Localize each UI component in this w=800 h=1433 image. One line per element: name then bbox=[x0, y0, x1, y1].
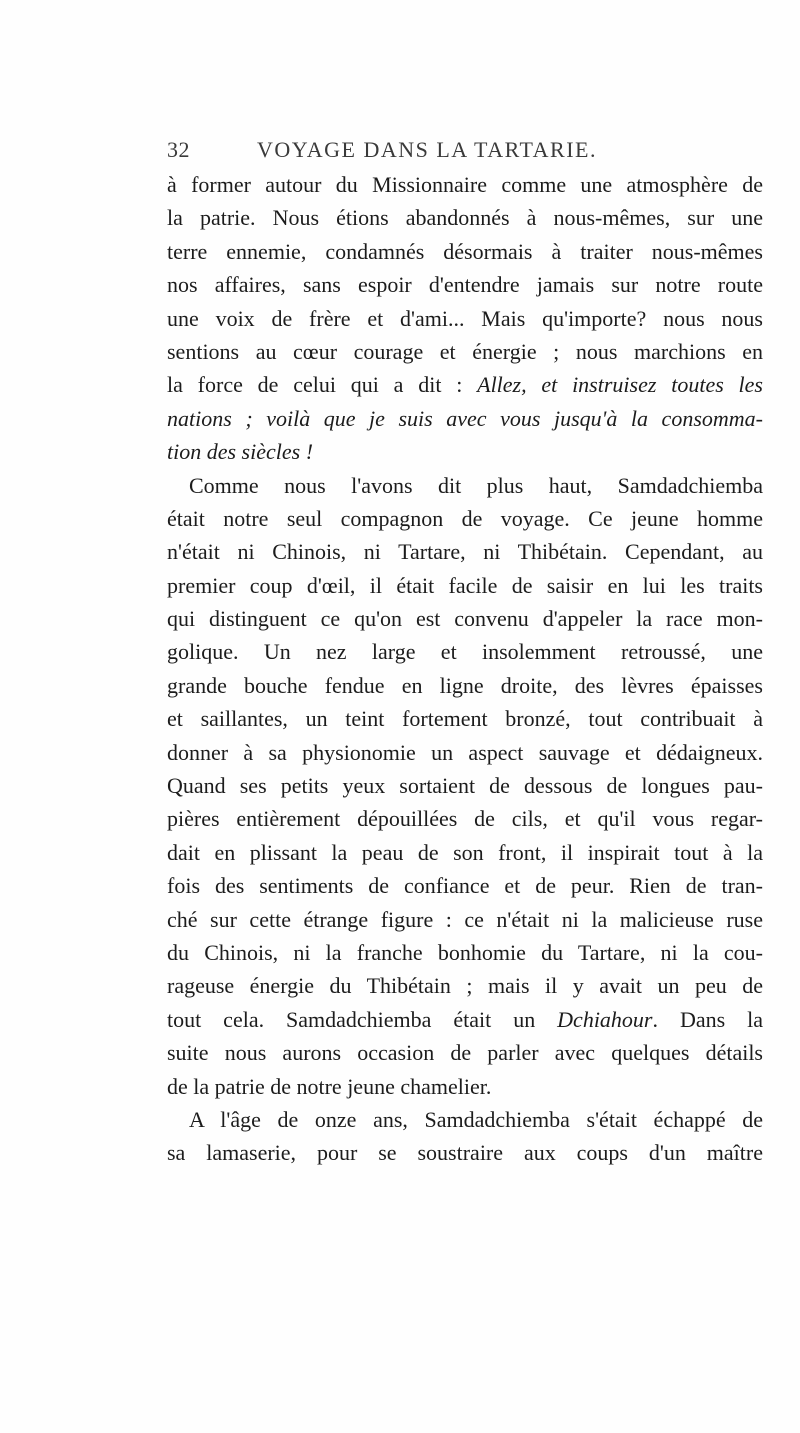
text-line bbox=[167, 1036, 763, 1069]
text-segment: la patrie. Nous étions abandonnés à nous-mêmes, sur une bbox=[167, 205, 763, 231]
text-segment: tout cela. Samdadchiemba était un bbox=[167, 1006, 558, 1032]
text-line bbox=[167, 869, 763, 902]
text-segment: rageuse énergie du Thibétain ; mais il y avait un peu de bbox=[167, 973, 763, 999]
text-line bbox=[167, 168, 763, 201]
text-segment: grande bouche fendue en ligne droite, des lèvres épaisses bbox=[167, 672, 763, 698]
text-line bbox=[167, 836, 763, 869]
text-line bbox=[167, 469, 763, 502]
text-line bbox=[167, 936, 763, 969]
body-text bbox=[167, 168, 763, 1170]
text-segment: suite nous aurons occasion de parler avec quelques détails bbox=[167, 1040, 763, 1066]
text-line bbox=[167, 502, 763, 535]
running-title: VOYAGE DANS LA TARTARIE. bbox=[257, 137, 597, 162]
text-segment: à former autour du Missionnaire comme une atmosphère de bbox=[167, 172, 763, 197]
text-line bbox=[167, 535, 763, 568]
text-line bbox=[167, 702, 763, 735]
text-line bbox=[167, 602, 763, 635]
running-head bbox=[167, 137, 763, 167]
text-line bbox=[167, 1003, 763, 1036]
italic-text: Dchiahour bbox=[557, 1006, 653, 1032]
text-line bbox=[167, 1103, 763, 1136]
text-line bbox=[167, 635, 763, 668]
text-segment: ché sur cette étrange figure : ce n'était ni la malicieuse ruse bbox=[167, 906, 763, 932]
text-segment: sentions au cœur courage et énergie ; nous marchions en bbox=[167, 338, 763, 364]
text-segment: était notre seul compagnon de voyage. Ce jeune homme bbox=[167, 505, 763, 531]
text-segment: sa lamaserie, pour se soustraire aux coups d'un maître bbox=[167, 1140, 763, 1166]
text-line bbox=[167, 435, 763, 468]
text-line bbox=[167, 1136, 763, 1169]
text-segment: terre ennemie, condamnés désormais à traiter nous-mêmes bbox=[167, 238, 763, 264]
italic-text: Allez, et instruisez toutes les bbox=[477, 372, 763, 398]
text-line bbox=[167, 268, 763, 301]
text-segment: de la patrie de notre jeune chamelier. bbox=[167, 1073, 492, 1099]
text-segment: fois des sentiments de confiance et de peur. Rien de tran- bbox=[167, 873, 763, 899]
text-line bbox=[167, 802, 763, 835]
text-line bbox=[167, 736, 763, 769]
italic-text: nations ; voilà que je suis avec vous jusqu'à la consomma- bbox=[167, 405, 763, 431]
text-segment: dait en plissant la peau de son front, il inspirait tout à la bbox=[167, 839, 763, 865]
text-segment: Quand ses petits yeux sortaient de dessous de longues pau- bbox=[167, 773, 763, 799]
text-segment: nos affaires, sans espoir d'entendre jamais sur notre route bbox=[167, 272, 763, 298]
text-segment: A l'âge de onze ans, Samdadchiemba s'était échappé de bbox=[189, 1106, 763, 1132]
text-segment: golique. Un nez large et insolemment retroussé, une bbox=[167, 639, 763, 665]
text-line bbox=[167, 969, 763, 1002]
text-line bbox=[167, 1070, 763, 1103]
text-segment: pières entièrement dépouillées de cils, et qu'il vous regar- bbox=[167, 806, 763, 832]
text-line bbox=[167, 569, 763, 602]
text-segment: premier coup d'œil, il était facile de saisir en lui les traits bbox=[167, 572, 763, 598]
text-line bbox=[167, 903, 763, 936]
text-segment: qui distinguent ce qu'on est convenu d'appeler la race mon- bbox=[167, 606, 763, 632]
text-segment: du Chinois, ni la franche bonhomie du Tartare, ni la cou- bbox=[167, 939, 763, 965]
text-segment: n'était ni Chinois, ni Tartare, ni Thibétain. Cependant, au bbox=[167, 539, 763, 565]
text-line bbox=[167, 368, 763, 401]
text-line bbox=[167, 302, 763, 335]
text-segment: donner à sa physionomie un aspect sauvage et dédaigneux. bbox=[167, 739, 763, 765]
text-segment: la force de celui qui a dit : bbox=[167, 372, 478, 398]
text-line bbox=[167, 335, 763, 368]
text-line bbox=[167, 769, 763, 802]
text-segment: Comme nous l'avons dit plus haut, Samdadchiemba bbox=[189, 472, 763, 498]
text-line bbox=[167, 402, 763, 435]
text-segment: . Dans la bbox=[652, 1006, 763, 1032]
text-line bbox=[167, 669, 763, 702]
italic-text: tion des siècles ! bbox=[167, 439, 314, 465]
text-segment: une voix de frère et d'ami... Mais qu'importe? nous nous bbox=[167, 305, 763, 331]
page-number: 32 bbox=[167, 137, 190, 162]
text-segment: et saillantes, un teint fortement bronzé, tout contribuait à bbox=[167, 706, 763, 732]
text-line bbox=[167, 235, 763, 268]
text-line bbox=[167, 201, 763, 234]
